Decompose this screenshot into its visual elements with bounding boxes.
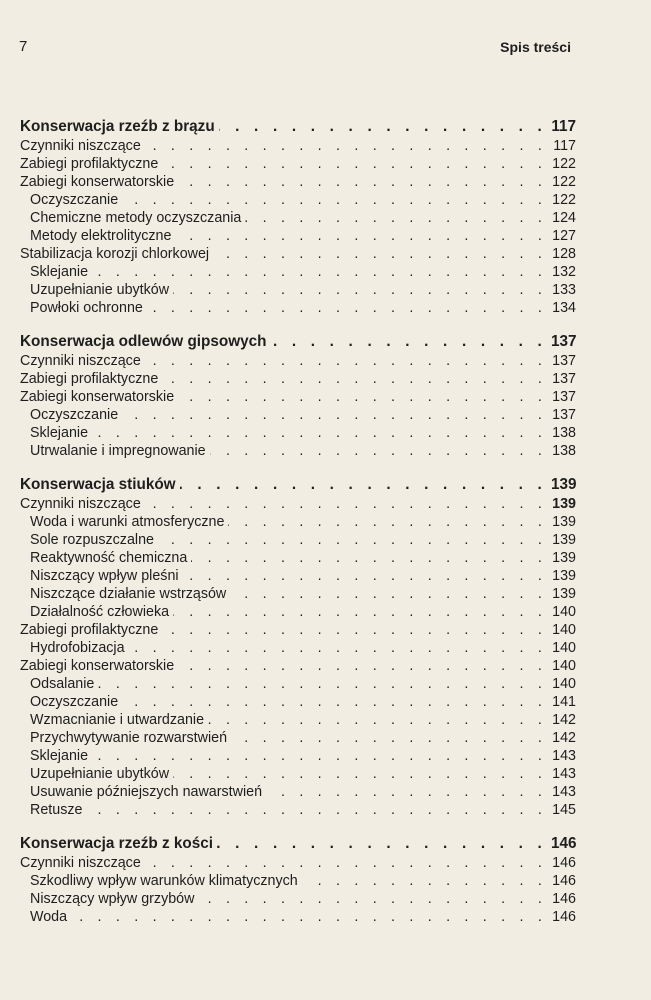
toc-entry-title: Niszczący wpływ grzybów (30, 891, 195, 907)
toc-page-number: 139 (552, 496, 576, 512)
toc-entry (20, 872, 576, 890)
toc-page-number: 143 (552, 748, 576, 764)
toc-entry-title: Szkodliwy wpływ warunków klimatycznych (30, 873, 298, 889)
toc-page-number: 146 (552, 909, 576, 925)
toc-entry-title: Stabilizacja korozji chlorkowej (20, 246, 210, 262)
toc-entry (20, 137, 576, 155)
toc-entry-title: Konserwacja stiuków (20, 476, 176, 493)
toc-page-number: 139 (552, 514, 576, 530)
toc-page-number: 146 (552, 891, 576, 907)
toc-entry-title: Woda (30, 909, 68, 925)
toc-page-number: 139 (552, 550, 576, 566)
toc-entry (20, 173, 576, 191)
toc-entry-title: Chemiczne metody oczyszczania (30, 210, 242, 226)
toc-page-number: 133 (552, 282, 576, 298)
dot-leader (198, 890, 547, 908)
dot-leader (178, 657, 547, 675)
toc-page-number: 139 (552, 532, 576, 548)
toc-entry (20, 424, 576, 442)
toc-page-number: 138 (552, 425, 576, 441)
toc-entry-title: Retusze (30, 802, 83, 818)
toc-page-number: 139 (551, 476, 577, 493)
toc-page-number: 122 (552, 192, 576, 208)
table-of-contents (20, 117, 576, 941)
toc-page-number: 137 (552, 407, 576, 423)
toc-entry (20, 352, 576, 370)
dot-leader (231, 729, 547, 747)
toc-entry (20, 854, 576, 872)
toc-entry-title: Zabiegi profilaktyczne (20, 371, 159, 387)
running-header: Spis treści (500, 39, 571, 55)
toc-section (20, 332, 576, 460)
dot-leader (92, 263, 547, 281)
toc-page-number: 140 (552, 676, 576, 692)
toc-entry-title: Zabiegi konserwatorskie (20, 658, 175, 674)
dot-leader (302, 872, 547, 890)
toc-entry-title: Czynniki niszczące (20, 496, 141, 512)
dot-leader (219, 117, 547, 137)
toc-page-number: 128 (552, 246, 576, 262)
toc-page-number: 140 (552, 658, 576, 674)
dot-leader (145, 137, 547, 155)
toc-entry-title: Konserwacja odlewów gipsowych (20, 333, 267, 350)
toc-page-number: 137 (552, 371, 576, 387)
toc-entry-title: Oczyszczanie (30, 407, 119, 423)
toc-entry (20, 729, 576, 747)
toc-entry-title: Reaktywność chemiczna (30, 550, 188, 566)
dot-leader (217, 834, 547, 854)
toc-section-heading (20, 332, 576, 352)
toc-entry (20, 675, 576, 693)
toc-entry (20, 406, 576, 424)
toc-page-number: 134 (552, 300, 576, 316)
dot-leader (183, 567, 547, 585)
dot-leader (173, 765, 547, 783)
toc-entry (20, 155, 576, 173)
toc-entry-title: Czynniki niszczące (20, 353, 141, 369)
toc-section (20, 834, 576, 926)
toc-entry-title: Oczyszczanie (30, 694, 119, 710)
toc-entry (20, 281, 576, 299)
toc-page-number: 143 (552, 784, 576, 800)
dot-leader (173, 281, 547, 299)
toc-entry-title: Sklejanie (30, 748, 89, 764)
toc-page-number: 142 (552, 712, 576, 728)
toc-entry (20, 621, 576, 639)
dot-leader (173, 603, 547, 621)
toc-entry (20, 495, 576, 513)
toc-entry (20, 549, 576, 567)
toc-entry (20, 388, 576, 406)
toc-entry (20, 299, 576, 317)
toc-page-number: 143 (552, 766, 576, 782)
toc-entry (20, 442, 576, 460)
toc-page-number: 122 (552, 174, 576, 190)
toc-entry-title: Wzmacnianie i utwardzanie (30, 712, 205, 728)
toc-page-number: 142 (552, 730, 576, 746)
toc-entry (20, 747, 576, 765)
dot-leader (228, 513, 547, 531)
dot-leader (175, 227, 547, 245)
toc-entry-title: Przychwytywanie rozwarstwień (30, 730, 228, 746)
toc-page-number: 117 (553, 138, 576, 154)
toc-entry-title: Konserwacja rzeźb z kości (20, 835, 213, 852)
toc-entry (20, 693, 576, 711)
dot-leader (71, 908, 547, 926)
toc-entry-title: Sole rozpuszczalne (30, 532, 154, 548)
toc-entry-title: Woda i warunki atmosferyczne (30, 514, 225, 530)
toc-entry-title: Uzupełnianie ubytków (30, 766, 170, 782)
toc-section-heading (20, 475, 576, 495)
dot-leader (180, 475, 547, 495)
toc-page-number: 137 (552, 353, 576, 369)
dot-leader (162, 370, 547, 388)
toc-entry-title: Usuwanie późniejszych nawarstwień (30, 784, 263, 800)
toc-entry-title: Niszczące działanie wstrząsów (30, 586, 227, 602)
dot-leader (147, 299, 547, 317)
dot-leader (122, 406, 547, 424)
toc-entry (20, 191, 576, 209)
toc-entry (20, 531, 576, 549)
toc-entry (20, 657, 576, 675)
toc-page-number: 124 (552, 210, 576, 226)
toc-entry (20, 567, 576, 585)
toc-entry (20, 765, 576, 783)
dot-leader (98, 675, 547, 693)
toc-page-number: 122 (552, 156, 576, 172)
toc-page-number: 140 (552, 640, 576, 656)
toc-page-number: 140 (552, 604, 576, 620)
toc-entry-title: Odsalanie (30, 676, 95, 692)
toc-entry (20, 227, 576, 245)
dot-leader (245, 209, 547, 227)
toc-page-number: 127 (552, 228, 576, 244)
toc-page-number: 145 (552, 802, 576, 818)
toc-entry-title: Zabiegi profilaktyczne (20, 156, 159, 172)
toc-entry (20, 711, 576, 729)
toc-entry-title: Sklejanie (30, 264, 89, 280)
toc-entry (20, 801, 576, 819)
dot-leader (145, 352, 547, 370)
dot-leader (145, 495, 547, 513)
toc-page-number: 117 (551, 118, 576, 135)
dot-leader (266, 783, 547, 801)
toc-entry-title: Uzupełnianie ubytków (30, 282, 170, 298)
toc-entry-title: Czynniki niszczące (20, 855, 141, 871)
toc-entry (20, 890, 576, 908)
dot-leader (162, 621, 547, 639)
dot-leader (178, 388, 547, 406)
toc-entry (20, 908, 576, 926)
toc-entry-title: Metody elektrolityczne (30, 228, 172, 244)
toc-entry (20, 513, 576, 531)
toc-page-number: 138 (552, 443, 576, 459)
dot-leader (129, 639, 547, 657)
toc-entry-title: Zabiegi konserwatorskie (20, 389, 175, 405)
toc-entry-title: Niszczący wpływ pleśni (30, 568, 179, 584)
toc-entry (20, 585, 576, 603)
dot-leader (230, 585, 547, 603)
toc-entry (20, 263, 576, 281)
toc-page-number: 140 (552, 622, 576, 638)
toc-page-number: 137 (551, 333, 577, 350)
toc-entry-title: Utrwalanie i impregnowanie (30, 443, 206, 459)
dot-leader (271, 332, 547, 352)
toc-entry-title: Hydrofobizacja (30, 640, 125, 656)
dot-leader (178, 173, 547, 191)
toc-page-number: 132 (552, 264, 576, 280)
dot-leader (92, 424, 547, 442)
toc-section (20, 117, 576, 317)
toc-page-number: 146 (552, 855, 576, 871)
dot-leader (122, 693, 547, 711)
toc-entry (20, 245, 576, 263)
toc-entry (20, 209, 576, 227)
toc-page-number: 146 (551, 835, 577, 852)
toc-page-number: 137 (552, 389, 576, 405)
toc-entry-title: Działalność człowieka (30, 604, 170, 620)
dot-leader (191, 549, 547, 567)
toc-entry-title: Oczyszczanie (30, 192, 119, 208)
dot-leader (92, 747, 547, 765)
toc-entry (20, 603, 576, 621)
toc-entry-title: Czynniki niszczące (20, 138, 141, 154)
toc-entry-title: Zabiegi profilaktyczne (20, 622, 159, 638)
toc-page-number: 146 (552, 873, 576, 889)
toc-entry-title: Zabiegi konserwatorskie (20, 174, 175, 190)
toc-entry (20, 639, 576, 657)
dot-leader (86, 801, 547, 819)
dot-leader (208, 711, 547, 729)
dot-leader (162, 155, 547, 173)
dot-leader (213, 245, 547, 263)
toc-page-number: 141 (552, 694, 576, 710)
dot-leader (145, 854, 547, 872)
dot-leader (122, 191, 547, 209)
toc-entry (20, 783, 576, 801)
toc-entry (20, 370, 576, 388)
toc-section-heading (20, 834, 576, 854)
toc-entry-title: Konserwacja rzeźb z brązu (20, 118, 215, 135)
toc-page-number: 139 (552, 586, 576, 602)
toc-section-heading (20, 117, 576, 137)
dot-leader (210, 442, 547, 460)
toc-section (20, 475, 576, 819)
page-number: 7 (19, 38, 28, 55)
toc-page-number: 139 (552, 568, 576, 584)
toc-entry-title: Powłoki ochronne (30, 300, 143, 316)
toc-entry-title: Sklejanie (30, 425, 89, 441)
dot-leader (158, 531, 547, 549)
